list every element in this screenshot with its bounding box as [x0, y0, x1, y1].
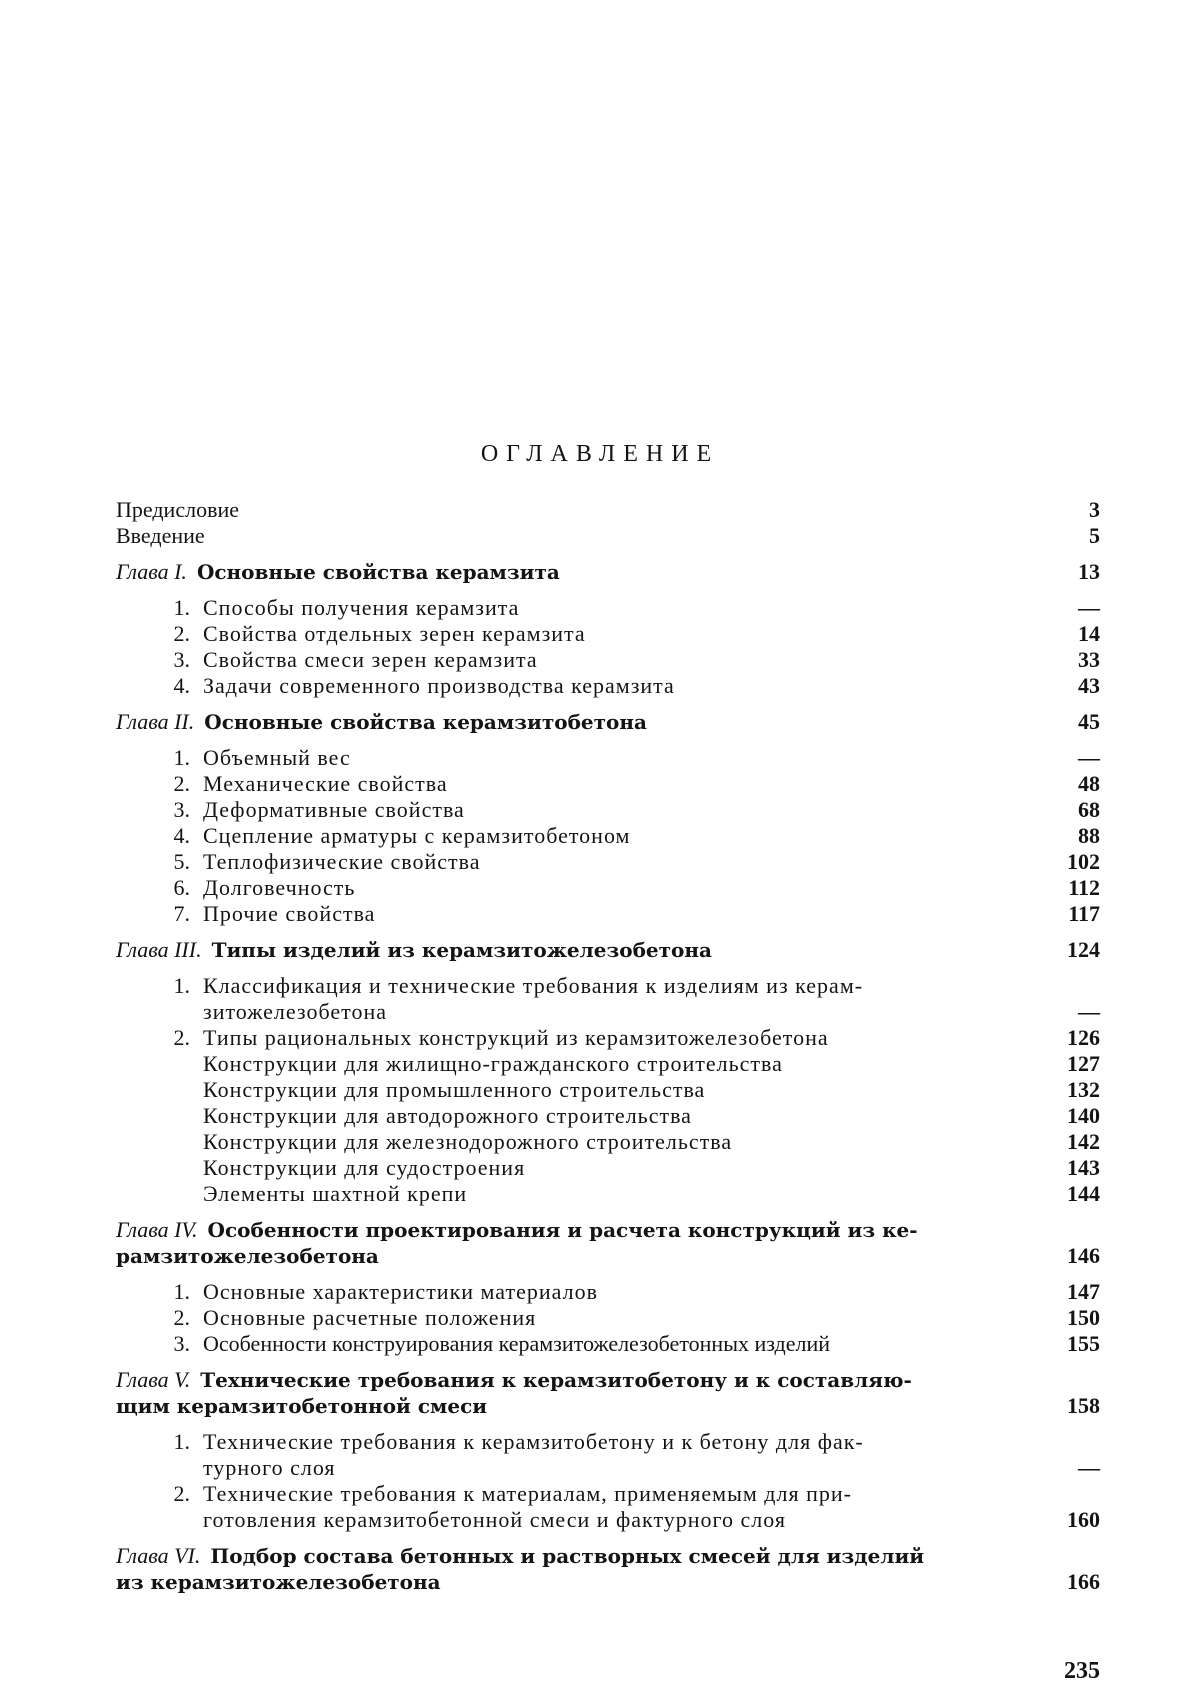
section-number: 2. — [173, 1481, 190, 1506]
section-number: 3. — [173, 647, 190, 672]
section-number: 3. — [173, 797, 190, 822]
section-number: 1. — [173, 595, 190, 620]
section-entry — [0, 823, 1200, 849]
section-text: Свойства отдельных зерен керамзита — [203, 621, 586, 646]
section-entry — [0, 1429, 1200, 1455]
subsection-text: Конструкции для судостроения — [203, 1155, 526, 1180]
chapter-label: Глава VI. — [116, 1543, 201, 1568]
chapter-label: Глава IV. — [116, 1217, 198, 1242]
section-number: 2. — [173, 621, 190, 646]
section-page: 117 — [1068, 901, 1100, 926]
section-page: — — [1078, 1455, 1100, 1480]
toc-title: ОГЛАВЛЕНИЕ — [480, 441, 720, 467]
section-entry-continuation — [0, 999, 1200, 1025]
section-entry — [0, 875, 1200, 901]
section-entry-continuation — [0, 1455, 1200, 1481]
section-number: 1. — [173, 745, 190, 770]
chapter-page: 45 — [1078, 709, 1100, 734]
subsection-page: 132 — [1067, 1077, 1100, 1102]
section-page: 155 — [1067, 1331, 1100, 1356]
subsection-text: Конструкции для автодорожного строительства — [203, 1103, 692, 1128]
chapter-title: щим керамзитобетонной смеси — [116, 1394, 488, 1418]
section-page: 14 — [1078, 621, 1100, 646]
subsection-page: 127 — [1067, 1051, 1100, 1076]
chapter-title: из керамзитожелезобетона — [116, 1570, 441, 1594]
section-number: 1. — [173, 1279, 190, 1304]
section-text: Классификация и технические требования к изделиям из керам- — [203, 973, 864, 998]
section-entry — [0, 595, 1200, 621]
section-number: 3. — [173, 1331, 190, 1356]
chapter-title: Подбор состава бетонных и растворных смесей для изделий — [210, 1544, 925, 1568]
section-text: Основные расчетные положения — [203, 1305, 537, 1330]
section-entry — [0, 973, 1200, 999]
section-number: 6. — [173, 875, 190, 900]
section-number: 4. — [173, 823, 190, 848]
section-text: Теплофизические свойства — [203, 849, 481, 874]
chapter-title: рамзитожелезобетона — [116, 1244, 379, 1268]
chapter-page: 13 — [1078, 559, 1100, 584]
section-text: Объемный вес — [203, 745, 351, 770]
section-text: Технические требования к материалам, применяемым для при- — [203, 1481, 852, 1506]
section-page: — — [1078, 999, 1100, 1024]
section-text: Задачи современного производства керамзита — [203, 673, 675, 698]
chapter-6-heading — [0, 1543, 1200, 1569]
chapter-3-heading — [0, 937, 1200, 963]
chapter-page: 166 — [1067, 1569, 1100, 1594]
subsection-entry — [0, 1077, 1200, 1103]
section-number: 7. — [173, 901, 190, 926]
section-page: — — [1078, 595, 1100, 620]
chapter-page: 124 — [1067, 937, 1100, 962]
subsection-text: Конструкции для промышленного строительства — [203, 1077, 706, 1102]
section-entry — [0, 647, 1200, 673]
section-text: турного слоя — [203, 1455, 336, 1480]
section-text: Технические требования к керамзитобетону и к бетону для фак- — [203, 1429, 864, 1454]
section-number: 5. — [173, 849, 190, 874]
section-page: 112 — [1068, 875, 1100, 900]
section-entry — [0, 1305, 1200, 1331]
subsection-entry — [0, 1103, 1200, 1129]
page-number: 235 — [1064, 1658, 1100, 1684]
subsection-page: 142 — [1067, 1129, 1100, 1154]
section-entry — [0, 745, 1200, 771]
section-entry — [0, 1331, 1200, 1357]
section-text: Способы получения керамзита — [203, 595, 520, 620]
section-page: 68 — [1078, 797, 1100, 822]
section-text: Особенности конструирования керамзитожелезобетонных изделий — [203, 1331, 831, 1356]
section-entry — [0, 797, 1200, 823]
section-text: Механические свойства — [203, 771, 448, 796]
chapter-5-heading — [0, 1367, 1200, 1393]
section-page: 43 — [1078, 673, 1100, 698]
table-of-contents — [0, 497, 1200, 1595]
chapter-1-heading — [0, 559, 1200, 585]
chapter-title: Особенности проектирования и расчета конструкций из ке- — [207, 1218, 918, 1242]
section-page: 33 — [1078, 647, 1100, 672]
section-number: 2. — [173, 1025, 190, 1050]
chapter-5-heading-continuation — [0, 1393, 1200, 1419]
subsection-entry — [0, 1129, 1200, 1155]
section-page: 147 — [1067, 1279, 1100, 1304]
section-page: 88 — [1078, 823, 1100, 848]
chapter-label: Глава I. — [116, 559, 187, 584]
section-entry — [0, 771, 1200, 797]
section-entry — [0, 1279, 1200, 1305]
section-page: 160 — [1067, 1507, 1100, 1532]
entry-text: Введение — [116, 523, 205, 548]
section-entry — [0, 1025, 1200, 1051]
chapter-title: Технические требования к керамзитобетону и к составляю- — [200, 1368, 912, 1392]
section-text: Основные характеристики материалов — [203, 1279, 598, 1304]
section-text: готовления керамзитобетонной смеси и фактурного слоя — [203, 1507, 786, 1532]
entry-text: Предисловие — [116, 497, 239, 522]
section-page: 150 — [1067, 1305, 1100, 1330]
chapter-label: Глава V. — [116, 1367, 191, 1392]
section-text: Деформативные свойства — [203, 797, 465, 822]
chapter-4-heading-continuation — [0, 1243, 1200, 1269]
section-text: Сцепление арматуры с керамзитобетоном — [203, 823, 631, 848]
section-number: 2. — [173, 771, 190, 796]
entry-page: 5 — [1089, 523, 1100, 548]
section-number: 1. — [173, 1429, 190, 1454]
section-text: зитожелезобетона — [203, 999, 388, 1024]
subsection-page: 140 — [1067, 1103, 1100, 1128]
section-text: Свойства смеси зерен керамзита — [203, 647, 538, 672]
section-page: 48 — [1078, 771, 1100, 796]
section-page: 126 — [1067, 1025, 1100, 1050]
subsection-page: 144 — [1067, 1181, 1100, 1206]
chapter-title: Основные свойства керамзитобетона — [204, 710, 647, 734]
subsection-entry — [0, 1155, 1200, 1181]
section-entry — [0, 901, 1200, 927]
chapter-title: Типы изделий из керамзитожелезобетона — [211, 938, 712, 962]
chapter-label: Глава III. — [116, 937, 202, 962]
section-number: 1. — [173, 973, 190, 998]
toc-entry-preface — [0, 497, 1200, 523]
section-text: Типы рациональных конструкций из керамзитожелезобетона — [203, 1025, 829, 1050]
section-entry — [0, 621, 1200, 647]
subsection-page: 143 — [1067, 1155, 1100, 1180]
chapter-page: 146 — [1067, 1243, 1100, 1268]
section-number: 2. — [173, 1305, 190, 1330]
section-text: Долговечность — [203, 875, 356, 900]
entry-page: 3 — [1089, 497, 1100, 522]
subsection-entry — [0, 1181, 1200, 1207]
section-number: 4. — [173, 673, 190, 698]
section-entry-continuation — [0, 1507, 1200, 1533]
chapter-2-heading — [0, 709, 1200, 735]
subsection-text: Конструкции для жилищно-гражданского строительства — [203, 1051, 783, 1076]
chapter-label: Глава II. — [116, 709, 195, 734]
section-page: — — [1078, 745, 1100, 770]
section-entry — [0, 673, 1200, 699]
section-entry — [0, 1481, 1200, 1507]
section-page: 102 — [1067, 849, 1100, 874]
chapter-4-heading — [0, 1217, 1200, 1243]
section-entry — [0, 849, 1200, 875]
chapter-6-heading-continuation — [0, 1569, 1200, 1595]
subsection-entry — [0, 1051, 1200, 1077]
chapter-page: 158 — [1067, 1393, 1100, 1418]
subsection-text: Элементы шахтной крепи — [203, 1181, 468, 1206]
toc-entry-introduction — [0, 523, 1200, 549]
subsection-text: Конструкции для железнодорожного строительства — [203, 1129, 733, 1154]
chapter-title: Основные свойства керамзита — [196, 560, 560, 584]
section-text: Прочие свойства — [203, 901, 376, 926]
